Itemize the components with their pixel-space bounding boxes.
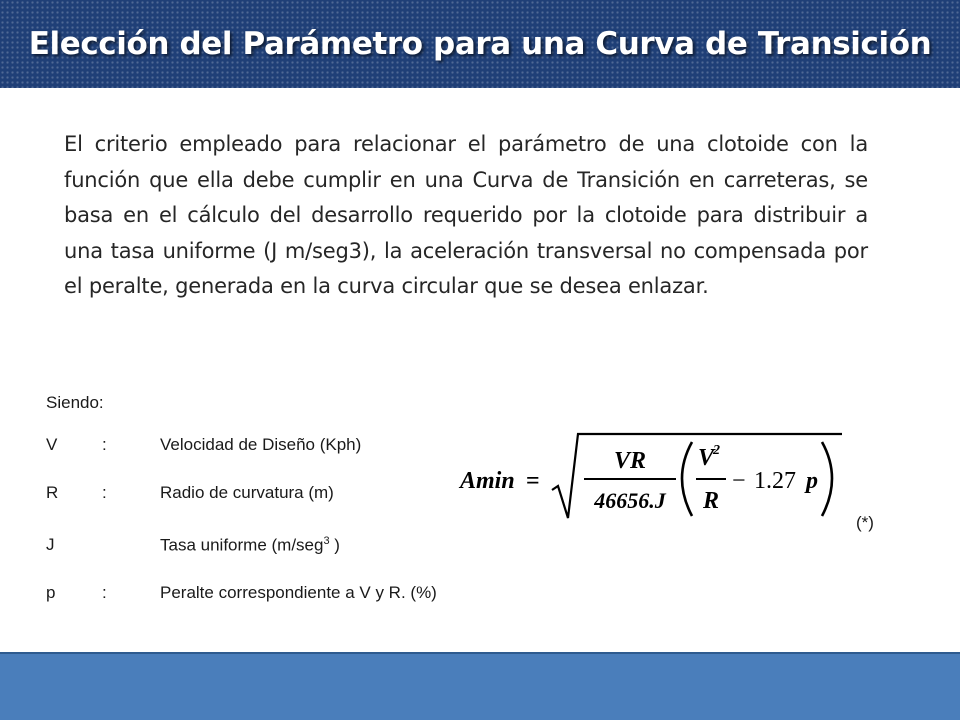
definitions-heading: Siendo: <box>46 393 104 412</box>
definition-symbol: J <box>46 535 55 554</box>
definition-symbol: p <box>46 583 56 602</box>
formula-lhs: Amin <box>460 468 515 494</box>
definition-row-r <box>46 483 466 507</box>
definition-description-tail: ) <box>329 535 340 555</box>
close-paren <box>822 442 832 516</box>
formula-equals: = <box>526 468 540 494</box>
definition-separator: : <box>102 483 107 502</box>
footer-bar <box>0 652 960 720</box>
fraction2-exponent: 2 <box>713 443 720 458</box>
fraction2-denominator: R <box>702 488 720 514</box>
definition-separator: : <box>102 435 107 454</box>
definition-description: Radio de curvatura (m) <box>160 483 334 502</box>
amin-formula <box>456 428 848 528</box>
definition-row-v <box>46 435 466 459</box>
definition-symbol: R <box>46 483 59 502</box>
definition-description-text: Tasa uniforme (m/seg <box>160 535 324 555</box>
open-paren <box>682 442 692 516</box>
fraction1-numerator: VR <box>613 448 647 474</box>
definition-exponent: 3 <box>323 535 330 547</box>
formula-variable: p <box>806 468 818 494</box>
definition-description: Velocidad de Diseño (Kph) <box>160 435 362 454</box>
definition-row-p <box>46 583 466 607</box>
slide-title: Elección del Parámetro para una Curva de Transición <box>28 26 932 62</box>
formula-minus: − <box>732 468 746 494</box>
definition-description <box>160 535 340 556</box>
formula-coefficient: 1.27 <box>754 468 796 494</box>
formula-note: (*) <box>856 513 874 532</box>
definition-separator: : <box>102 583 107 602</box>
body-paragraph: El criterio empleado para relacionar el parámetro de una clotoide con la función que ella debe cumplir en una Curva de Transición en carreteras, se basa en el cálculo del desarrollo requerido por la clotoide para distribuir a una tasa uniforme (J m/seg3), la aceleración transversal no compensada por el peralte, generada en la curva circular que se desea enlazar. <box>64 132 868 298</box>
fraction2-numerator: V <box>698 445 715 471</box>
definition-description: Peralte correspondiente a V y R. (%) <box>160 583 437 602</box>
title-bar <box>0 0 960 88</box>
definition-symbol: V <box>46 435 58 454</box>
fraction1-denominator: 46656.J <box>594 488 666 513</box>
definition-row-j <box>46 535 466 559</box>
